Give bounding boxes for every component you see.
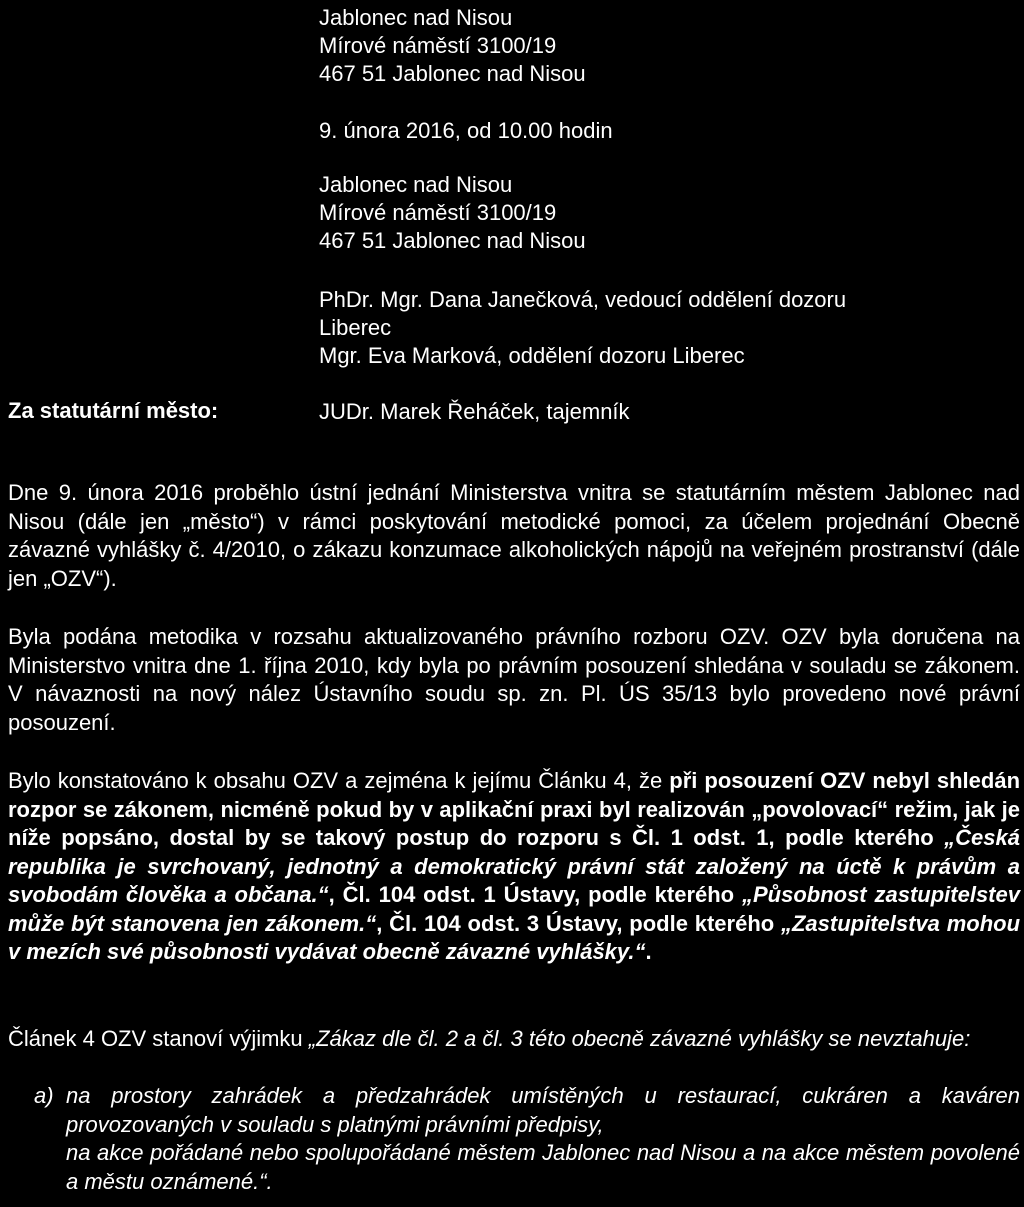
p3-end: .: [645, 939, 652, 964]
paragraph-3: [8, 767, 1020, 967]
meeting-date-text: 9. února 2016, od 10.00 hodin: [319, 118, 613, 143]
address-2-line-1: Jablonec nad Nisou: [319, 172, 513, 197]
city-rep-value: [319, 398, 630, 426]
p3-quote-1: „Česká republika je svrchovaný, jednotný a demokratický právní stát založený na úctě k právům a svobodám člověka a občana.“: [8, 825, 1020, 907]
p3-quote-2: „Působnost zastupitelstev může být stanovena jen zákonem.“: [8, 882, 1020, 936]
meeting-date: [319, 117, 613, 145]
paragraph-2: [8, 623, 1020, 737]
p3-quote-3: „Zastupitelstva mohou v mezích své působnosti vydávat obecně závazné vyhlášky.“: [8, 910, 1021, 964]
address-1-line-1: Jablonec nad Nisou: [319, 5, 513, 30]
paragraph-4-text: [8, 1025, 1020, 1054]
p4-intro: Článek 4 OZV stanoví výjimku: [8, 1026, 309, 1051]
city-rep-label: Za statutární město:: [8, 398, 219, 423]
address-2-line-3: 467 51 Jablonec nad Nisou: [319, 228, 586, 253]
paragraph-1-text: Dne 9. února 2016 proběhlo ústní jednání Ministerstva vnitra se statutárním městem Jablonec nad Nisou (dále jen „město“) v rámci poskytování metodické pomoci, za účelem projednání Obecně závazné vyhlášky č. 4/2010, o zákazu konzumace alkoholických nápojů na veřejném prostranství (dále jen „OZV“).: [8, 480, 1020, 591]
p3-ref-2: , Čl. 104 odst. 1 Ústavy, podle kterého: [328, 882, 742, 907]
paragraph-2-text: Byla podána metodika v rozsahu aktualizovaného právního rozboru OZV. OZV byla doručena na Ministerstvo vnitra dne 1. října 2010, kdy byla po právním posouzení shledána v souladu se zákonem. V návaznosti na nový nález Ústavního soudu sp. zn. Pl. ÚS 35/13 bylo provedeno nové právní posouzení.: [8, 624, 1020, 735]
paragraph-4: [8, 1025, 1020, 1054]
address-block-2: [319, 171, 586, 255]
p4-quote: „Zákaz dle čl. 2 a čl. 3 této obecně závazné vyhlášky se nevztahuje:: [308, 1026, 971, 1051]
address-1-line-2: Mírové náměstí 3100/19: [319, 33, 557, 58]
paragraph-1: [8, 479, 1020, 593]
address-2-line-2: Mírové náměstí 3100/19: [319, 200, 557, 225]
city-rep-name: JUDr. Marek Řeháček, tajemník: [319, 399, 630, 424]
exception-list: [8, 1082, 1020, 1202]
ministry-rep-line-3: Mgr. Eva Marková, oddělení dozoru Liberec: [319, 343, 745, 368]
paragraph-3-text: [8, 767, 1020, 967]
list-item-letter: a): [34, 1083, 54, 1108]
p3-ref-3: , Čl. 104 odst. 3 Ústavy, podle kterého: [376, 910, 781, 936]
ministry-rep-line-1: PhDr. Mgr. Dana Janečková, vedoucí oddělení dozoru: [319, 287, 847, 312]
p3-finding: při posouzení OZV nebyl shledán rozpor se zákonem, nicméně pokud by v aplikační praxi byl realizován „povolovací“ režim, jak je níže popsáno, dostal by se takový postup do rozporu s Čl. 1 odst. 1, podle kterého: [8, 768, 1021, 850]
ministry-rep-line-2: Liberec: [319, 315, 392, 340]
address-1-line-3: 467 51 Jablonec nad Nisou: [319, 61, 586, 86]
ministry-representatives: [319, 286, 846, 370]
list-item-2: na akce pořádané nebo spolupořádané městem Jablonec nad Nisou a na akce městem povolené a městu oznámené.“.: [66, 1140, 1020, 1194]
address-block-1: [319, 4, 586, 88]
list-item-1: na prostory zahrádek a předzahrádek umístěných u restaurací, cukráren a kaváren provozovaných v souladu s platnými právními předpisy,: [66, 1083, 1020, 1137]
p3-intro: Bylo konstatováno k obsahu OZV a zejména k jejímu Článku 4, že: [8, 768, 670, 793]
